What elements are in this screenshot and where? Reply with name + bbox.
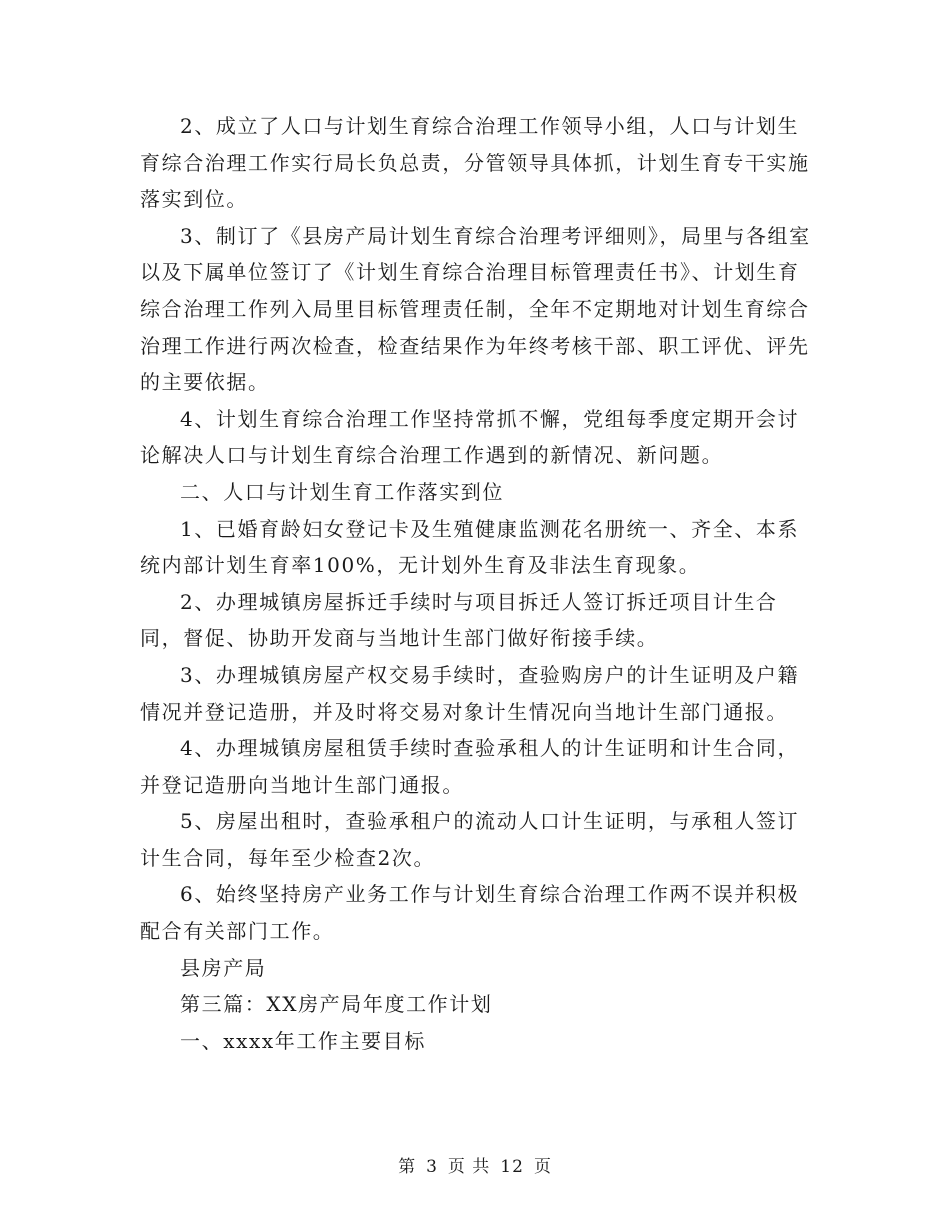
paragraph-3: 4、计划生育综合治理工作坚持常抓不懈，党组每季度定期开会讨论解决人口与计划生育综合治理工作遇到的新情况、新问题。 bbox=[140, 406, 800, 468]
footer-total-pages: 12 bbox=[500, 1157, 524, 1177]
paragraph-7: 4、办理城镇房屋租赁手续时查验承租人的计生证明和计生合同，并登记造册向当地计生部门通报。 bbox=[140, 736, 800, 797]
paragraph-8: 5、房屋出租时，查验承租户的流动人口计生证明，与承租人签订计生合同，每年至少检查2次。 bbox=[140, 809, 800, 870]
page-footer bbox=[0, 1152, 950, 1177]
paragraph-6: 3、办理城镇房屋产权交易手续时，查验购房户的计生证明及户籍情况并登记造册，并及时将交易对象计生情况向当地计生部门通报。 bbox=[140, 662, 800, 724]
paragraph-2: 3、制订了《县房产局计划生育综合治理考评细则》，局里与各组室以及下属单位签订了《计划生育综合治理目标管理责任书》、计划生育综合治理工作列入局里目标管理责任制，全年不定期地对计划生育综合治理工作进行两次检查，检查结果作为年终考核干部、职工评优、评先的主要依据。 bbox=[140, 223, 811, 395]
footer-prefix: 第 bbox=[398, 1157, 417, 1177]
subsection-heading: 一、xxxx年工作主要目标 bbox=[180, 1028, 426, 1053]
paragraph-5: 2、办理城镇房屋拆迁手续时与项目拆迁人签订拆迁项目计生合同，督促、协助开发商与当地计生部门做好衔接手续。 bbox=[140, 589, 778, 651]
footer-page-number: 3 bbox=[426, 1157, 438, 1177]
signature-line: 县房产局 bbox=[180, 955, 267, 980]
section-heading: 二、人口与计划生育工作落实到位 bbox=[180, 479, 504, 504]
paragraph-1: 2、成立了人口与计划生育综合治理工作领导小组，人口与计划生育综合治理工作实行局长负总责，分管领导具体抓，计划生育专干实施落实到位。 bbox=[140, 114, 810, 212]
footer-suffix: 页 bbox=[533, 1157, 552, 1177]
chapter-title: 第三篇：XX房产局年度工作计划 bbox=[180, 992, 493, 1017]
paragraph-9: 6、始终坚持房产业务工作与计划生育综合治理工作两不误并积极配合有关部门工作。 bbox=[140, 882, 800, 944]
paragraph-4: 1、已婚育龄妇女登记卡及生殖健康监测花名册统一、齐全、本系统内部计划生育率100%，无计划外生育及非法生育现象。 bbox=[140, 516, 800, 578]
footer-middle: 页 共 bbox=[447, 1157, 491, 1177]
document-body bbox=[140, 108, 812, 1059]
